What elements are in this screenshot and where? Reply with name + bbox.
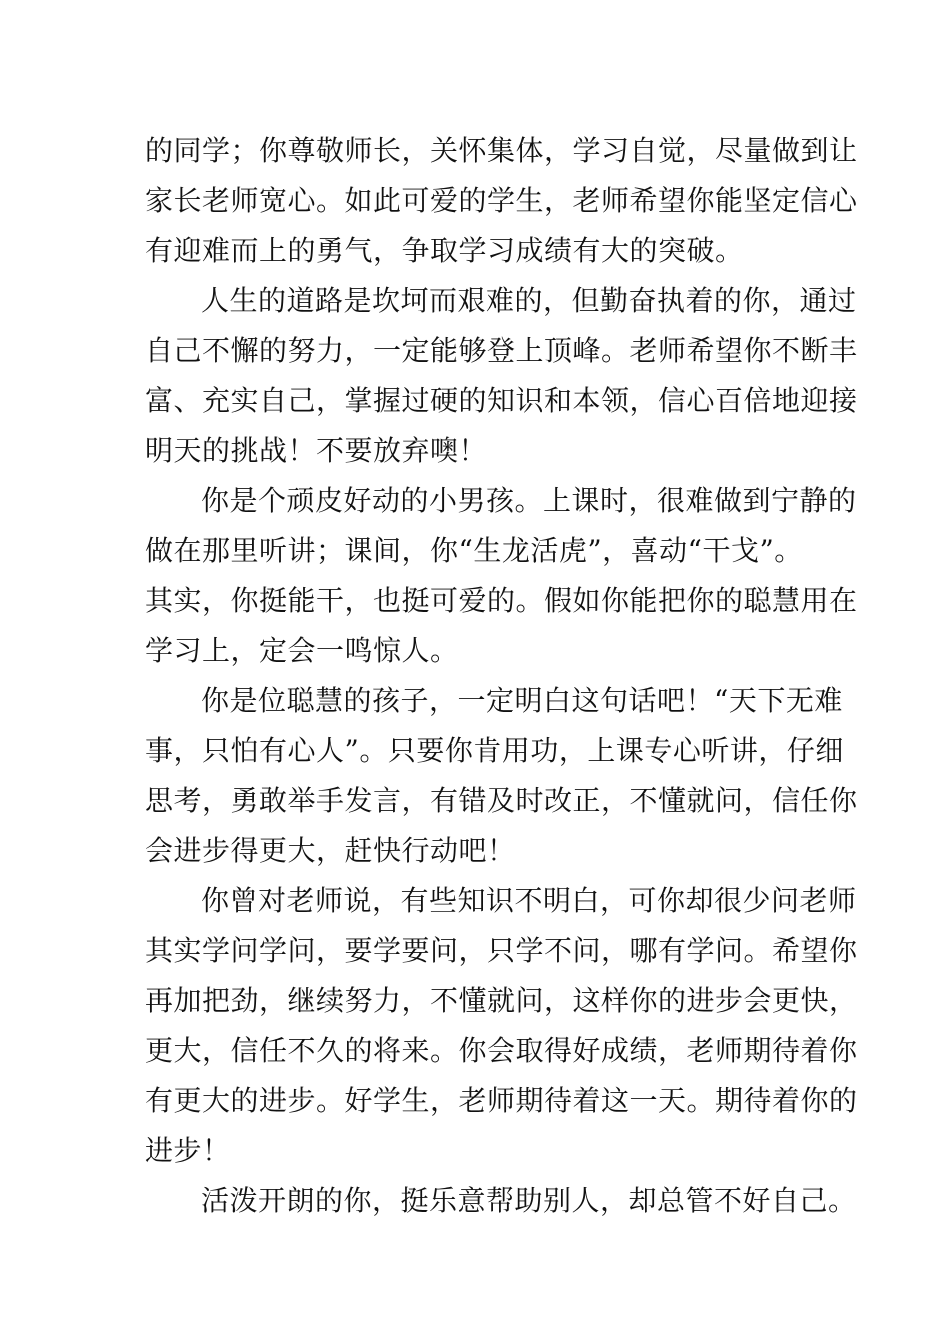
text-line: 家长老师宽心。如此可爱的学生，老师希望你能坚定信心	[145, 184, 858, 217]
text-line: 进步！	[145, 1134, 231, 1167]
text-line: 事，只怕有心人”。只要你肯用功，上课专心听讲，仔细	[145, 734, 844, 767]
text-line: 做在那里听讲；课间，你“生龙活虎”，喜动“干戈”。	[145, 534, 803, 567]
text-line: 其实学问学问，要学要问，只学不问，哪有学问。希望你	[145, 934, 858, 967]
paragraph-start-line: 你是位聪慧的孩子，一定明白这句话吧！“天下无难	[201, 684, 843, 717]
paragraph-start-line: 你是个顽皮好动的小男孩。上课时，很难做到宁静的	[201, 484, 857, 517]
text-line: 更大，信任不久的将来。你会取得好成绩，老师期待着你	[145, 1034, 858, 1067]
paragraph-start-line: 人生的道路是坎坷而艰难的，但勤奋执着的你，通过	[201, 284, 857, 317]
text-line: 学习上，定会一鸣惊人。	[145, 634, 459, 667]
text-line: 自己不懈的努力，一定能够登上顶峰。老师希望你不断丰	[145, 334, 858, 367]
text-line: 富、充实自己，掌握过硬的知识和本领，信心百倍地迎接	[145, 384, 858, 417]
paragraph-start-line: 你曾对老师说，有些知识不明白，可你却很少问老师	[201, 884, 857, 917]
text-line: 的同学；你尊敬师长，关怀集体，学习自觉，尽量做到让	[145, 134, 858, 167]
text-line: 再加把劲，继续努力，不懂就问，这样你的进步会更快，	[145, 984, 858, 1017]
paragraph-start-line: 活泼开朗的你，挺乐意帮助别人，却总管不好自己。	[201, 1184, 857, 1217]
text-line: 明天的挑战！不要放弃噢！	[145, 434, 488, 467]
text-line: 有更大的进步。好学生，老师期待着这一天。期待着你的	[145, 1084, 858, 1117]
text-line: 思考，勇敢举手发言，有错及时改正，不懂就问，信任你	[145, 784, 858, 817]
text-line: 其实，你挺能干，也挺可爱的。假如你能把你的聪慧用在	[145, 584, 858, 617]
body-text	[145, 126, 858, 1226]
text-line: 有迎难而上的勇气，争取学习成绩有大的突破。	[145, 234, 744, 267]
text-line: 会进步得更大，赶快行动吧！	[145, 834, 516, 867]
